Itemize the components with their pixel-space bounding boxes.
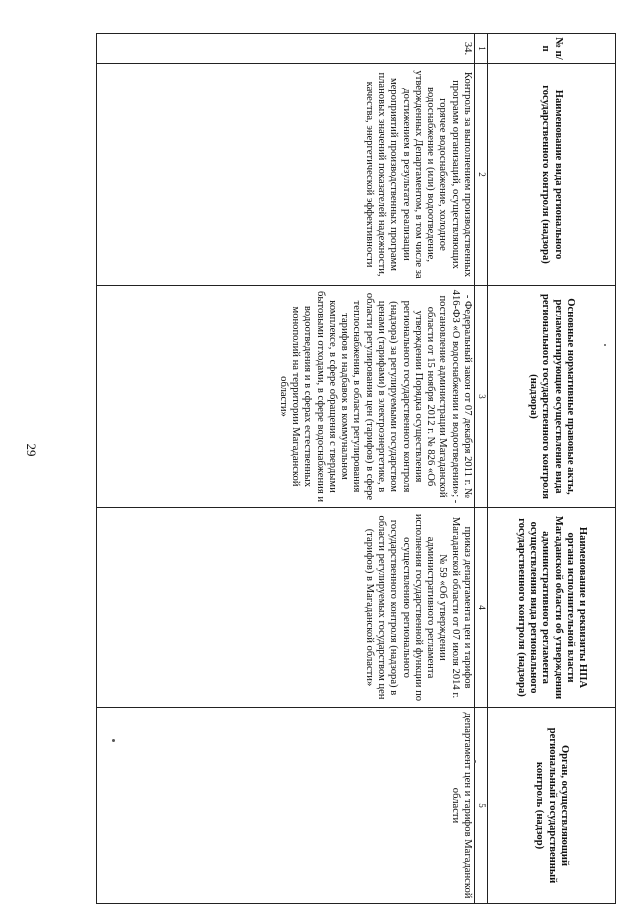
header-row <box>488 34 616 904</box>
scan-dot <box>604 344 606 346</box>
table-area <box>96 33 616 903</box>
row-number: 34. <box>97 34 475 64</box>
regulation-cell <box>97 508 475 708</box>
header-number: № п/п <box>488 34 616 64</box>
control-type-text: Контроль за выполнением производственных программ организаций, осуществляющих горячее водоснабжение, холодное водоснабжение и (или) водоотведение, утвержденных Департаментом, в том числе за достижением в результате реализации мероприятий производственных программ плановых значений показателей надежности, качества, энергетической эффективности <box>363 70 473 279</box>
header-control-type: Наименование вида регионального государственного контроля (надзора) <box>488 64 616 286</box>
regulation-text: приказ департамента цен и тарифов Магаданской области от 07 июля 2014 г. № 59 «Об утверждении административного регламента исполнения государственной функции по осуществлению регионального государственного контроля (надзора) в области регулируемых государством цен (тарифов) в Магаданской области» <box>363 513 473 702</box>
legal-acts-cell <box>97 286 475 508</box>
scan-dot <box>474 760 476 763</box>
column-number: 4 <box>475 508 488 708</box>
column-number: 3 <box>475 286 488 508</box>
authority-cell <box>97 708 475 904</box>
header-legal-acts: Основные нормативные правовые акты, регламентирующие осуществление вида регионального государственного контроля (надзора) <box>488 286 616 508</box>
regional-control-table <box>96 33 616 904</box>
table-row <box>97 34 475 904</box>
column-number: 2 <box>475 64 488 286</box>
column-number-row <box>475 34 488 904</box>
column-number: 1 <box>475 34 488 64</box>
authority-text: департамент цен и тарифов Магаданской области <box>449 712 473 899</box>
column-number: 5 <box>475 708 488 904</box>
control-type-cell <box>97 64 475 286</box>
header-regulation: Наименование и реквизиты НПА органа исполнительной власти Магаданской области об утверждении административного регламента осуществления вида регионального государственного контроля (надзора) <box>488 508 616 708</box>
rotated-table-container <box>96 33 616 903</box>
scan-dot <box>112 739 115 742</box>
legal-acts-text: - Федеральный закон от 07 декабря 2011 г. № 416-ФЗ «О водоснабжении и водоотведении»; - постановление администрации Магаданской области от 15 ноября 2012 г. № 826 «Об утверждении Порядка осуществления регионального государственного контроля (надзора) за регулируемыми государством ценами (тарифами) в электроэнергетике, в области регулирования цен (тарифов) в сфере теплоснабжения, в области регулирования тарифов и надбавок в коммунальном комплексе, в сфере обращения с твердыми бытовыми отходами, в сфере водоснабжения и водоотведения и в сферах естественных монополий на территории Магаданской области» <box>277 289 473 504</box>
page-number: 29 <box>24 443 39 457</box>
header-authority: Орган, осуществляющий региональный государственный контроль (надзор) <box>488 708 616 904</box>
